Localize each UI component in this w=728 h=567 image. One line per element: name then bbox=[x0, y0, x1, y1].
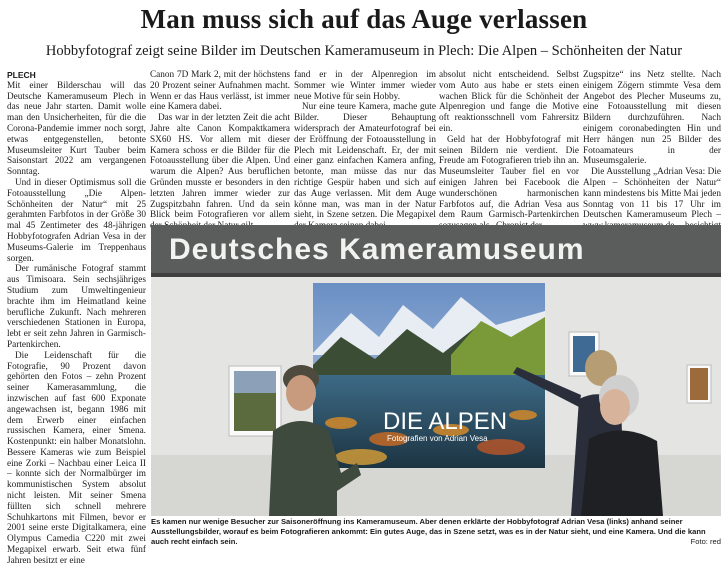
photo-caption bbox=[151, 517, 721, 547]
article-column-3 bbox=[294, 70, 436, 222]
framed-photo-left bbox=[229, 366, 281, 436]
paragraph: Zugspitze“ ins Netz stellte. Nach einigem Zögern stimmte Vesa dem Angebot des Plecher Museums zu, eine Fotoausstellung mit diesen Bildern durchzuführen. Nach einigem coronabedingten Hin und Herr hängen nun 25 Bilder des Fotoamateurs in der Museumsgalerie. bbox=[583, 70, 721, 167]
poster-title: DIE ALPEN bbox=[383, 408, 508, 435]
article-column-1 bbox=[7, 70, 146, 567]
subheadline: Hobbyfotograf zeigt seine Bilder im Deutschen Kameramuseum in Plech: Die Alpen – Schönheiten der Natur bbox=[45, 43, 683, 59]
paragraph: fand er in der Alpenregion im Sommer wie Winter immer wieder neue Motive für sein Hobby. bbox=[294, 70, 436, 102]
poster-subtitle: Fotografien von Adrian Vesa bbox=[387, 434, 488, 443]
paragraph: Nur eine teure Kamera, mache gute Bilder. Dieser Behauptung widersprach der Amateurfotograf bei der Eröffnung der Fotoausstellung in Plech mit Leidenschaft. Er, der mit einer ganz einfachen Kamera anfing, betonte, man müsse das nur das richtige Gespür haben und sich auf das Auge verlassen. Mit dem Auge könne man, was man in der Natur sieht, in Szene setzen. Die Megapixel bbox=[294, 102, 436, 221]
paragraph: Canon 7D Mark 2, mit der höchstens 20 Prozent seiner Aufnahmen macht. Wenn er das Haus verlässt, ist immer eine Kamera dabei. bbox=[150, 70, 290, 113]
article-column-2 bbox=[150, 70, 290, 222]
headline: Man muss sich auf das Auge verlassen bbox=[140, 4, 588, 34]
alps-poster bbox=[313, 283, 545, 468]
article-column-5 bbox=[583, 70, 721, 222]
paragraph: Der rumänische Fotograf stammt aus Timisoara. Sein sechsjähriges Studium zum Umweltingenieur brachte ihm im Heimatland keine berufliche Zukunft. Nach mehreren verschiedenen Stationen in Europa, lebt er seit zehn Jahren in Garmisch-Partenkirchen. bbox=[7, 264, 146, 350]
paragraph: Geld hat der Hobbyfotograf mit seinen Bildern nie verdient. Die Freude am Fotografieren trieb ihn an. Museumsleiter Tauber fiel en vor einigen Jahren bei Facebook die wunderschönen harmonischen Farbfotos auf, die Adrian Vesa aus dem Raum Garmisch-Partenkirchen bbox=[439, 134, 579, 221]
paragraph: Das war in der letzten Zeit die acht Jahre alte Canon Kompaktkamera SX60 HS. Vor allem mit dieser Kamera schoss er die Bilder für die Fotoausstellung über die Alpen. Und warum die Alpen? Aus beruflichen Gründen musste er besonders in den letzten Jahren immer wieder zur Zugspitzbahn fahren. Und da sein Blick beim Fotografieren vor allem bbox=[150, 113, 290, 221]
paragraph: absolut nicht entscheidend. Selbst vom Auto aus habe er stets einen wachen Blick für die Schönheit der Alpenregion und fange die Motive oft reaktionsschnell vom Fahrersitz ein. bbox=[439, 70, 579, 134]
photo-credit: Foto: red bbox=[690, 537, 721, 546]
caption-text: Es kamen nur wenige Besucher zur Saisoneröffnung ins Kameramuseum. Aber denen erklärte der Hobbyfotograf Adrian Vesa (links) anhand seiner Ausstellungsbilder, worauf es beim Fotografieren ankommt: Ein gutes Auge, das in Szene setzt, was es in der Natur sieht, und eine Kamera. Und die kann auch recht einfach sein. bbox=[151, 517, 706, 546]
paragraph: Die Leidenschaft für die Fotografie, 90 Prozent davon gehörten den Fotos – zehn Prozent seiner Kamerasammlung, die inzwischen auf fast 600 Exponate angewachsen ist, begann 1986 mit dem Erwerb einer einfachen russischen Kamera, einer Smena. Kostenpunkt: ein halber Monatslohn. Bessere Kameras wie zum Beispiel eine Zorki – Nachbau einer Leica II – konnte sich der Normalbürger im kommunistischen System absolut nicht leisten. Mit seiner Smena füllten sich schnell mehrere Schuhkartons mit Filmen, bevor er 2001 seine erste Digitalkamera, eine Olympus Camedia C220 mit zwei Megapixel erwarb. Seit etwa fünf Jahren besitzt er eine bbox=[7, 350, 146, 566]
paragraph: Mit einer Bilderschau will das Deutsche Kameramuseum Plech in das neue Jahr starten. Damit wolle man den Unsicherheiten, für die die Corona-Pandemie immer noch sorgt, etwas entgegenstellen, betonte Museumsleiter Kurt Tauber beim Saisonstart 2022 am vergangenen Sonntag. bbox=[7, 80, 146, 178]
article-column-4 bbox=[439, 70, 579, 222]
paragraph: Und in dieser Optimismus soll die Fotoausstellung „Die Alpen-Schönheiten der Natur“ mit 25 gerahmten Farbfotos in der Größe 30 mal 45 Zentimeter des 48-jährigen Hobbyfotografen Adrian Vesa in der Museums-Galerie im Treppenhaus sorgen. bbox=[7, 177, 146, 264]
framed-photo-far-right bbox=[687, 365, 711, 403]
dateline: PLECH bbox=[7, 70, 36, 80]
paragraph-text: Die Ausstellung „Adrian Vesa: Die Alpen – Schönheiten der Natur“ kann mindestens bis Mitte Mai jeden Sonntag von 11 bis 17 Uhr im Deutschen Kameramuseum Plech – bbox=[583, 167, 721, 221]
wall-sign: Deutsches Kameramuseum bbox=[169, 233, 585, 266]
article-photo bbox=[151, 225, 721, 516]
